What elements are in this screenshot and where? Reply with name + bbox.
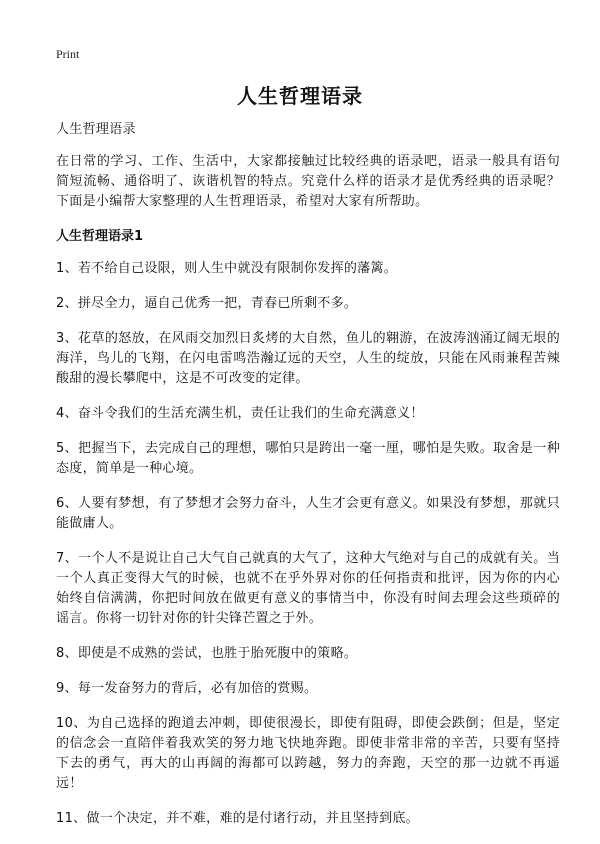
page-title: 人生哲理语录	[237, 84, 363, 108]
quote-item: 4、奋斗令我们的生活充满生机，责任让我们的生命充满意义！	[56, 406, 424, 421]
quote-item: 7、一个人不是说让自己大气自己就真的大气了，这种大气绝对与自己的成就有关。当一个人真正变得大气的时候，也就不在乎外界对你的任何指责和批评，因为你的内心始终自信满满，你把时间放在做更有意义的事情当中，你没有时间去理会这些琐碎的谣言。你将一切针对你的针尖锋芒置之于外。	[56, 551, 560, 626]
intro-paragraph: 在日常的学习、工作、生活中，大家都接触过比较经典的语录吧，语录一般具有语句简短流畅、通俗明了、诙谐机智的特点。究竟什么样的语录才是优秀经典的语录呢？下面是小编帮大家整理的人生哲理语录，希望对大家有所帮助。	[56, 154, 560, 209]
article-body	[56, 120, 560, 844]
quote-item: 5、把握当下，去完成自己的理想，哪怕只是跨出一毫一厘，哪怕是失败。取舍是一种态度，简单是一种心境。	[56, 441, 560, 476]
quote-item: 2、拼尽全力，逼自己优秀一把，青春已所剩不多。	[56, 296, 358, 311]
quote-item: 3、花草的怒放，在风雨交加烈日炙烤的大自然，鱼儿的翱游，在波涛汹涌辽阔无垠的海洋，鸟儿的飞翔，在闪电雷鸣浩瀚辽远的天空，人生的绽放，只能在风雨兼程苦辣酸甜的漫长攀爬中，这是不可改变的定律。	[56, 331, 560, 386]
quote-item: 1、若不给自己设限，则人生中就没有限制你发挥的藩篱。	[56, 261, 398, 276]
quote-item: 6、人要有梦想，有了梦想才会努力奋斗，人生才会更有意义。如果没有梦想，那就只能做庸人。	[56, 496, 560, 531]
section-heading: 人生哲理语录1	[56, 229, 144, 244]
quote-item: 9、每一发奋努力的背后，必有加倍的赏赐。	[56, 681, 318, 696]
quote-item: 8、即使是不成熟的尝试，也胜于胎死腹中的策略。	[56, 646, 358, 661]
quote-item: 10、为自己选择的跑道去冲刺，即使很漫长，即使有阻碍，即使会跌倒；但是，坚定的信念会一直陪伴着我欢笑的努力地飞快地奔跑。即使非常非常的辛苦，只要有坚持下去的勇气，再大的山再阔的海都可以跨越，努力的奔跑，天空的那一边就不再遥远！	[56, 716, 560, 791]
print-link[interactable]: Print	[56, 47, 80, 61]
quote-item: 11、做一个决定，并不难，难的是付诸行动，并且坚持到底。	[56, 811, 419, 826]
article-subtitle: 人生哲理语录	[56, 122, 136, 137]
